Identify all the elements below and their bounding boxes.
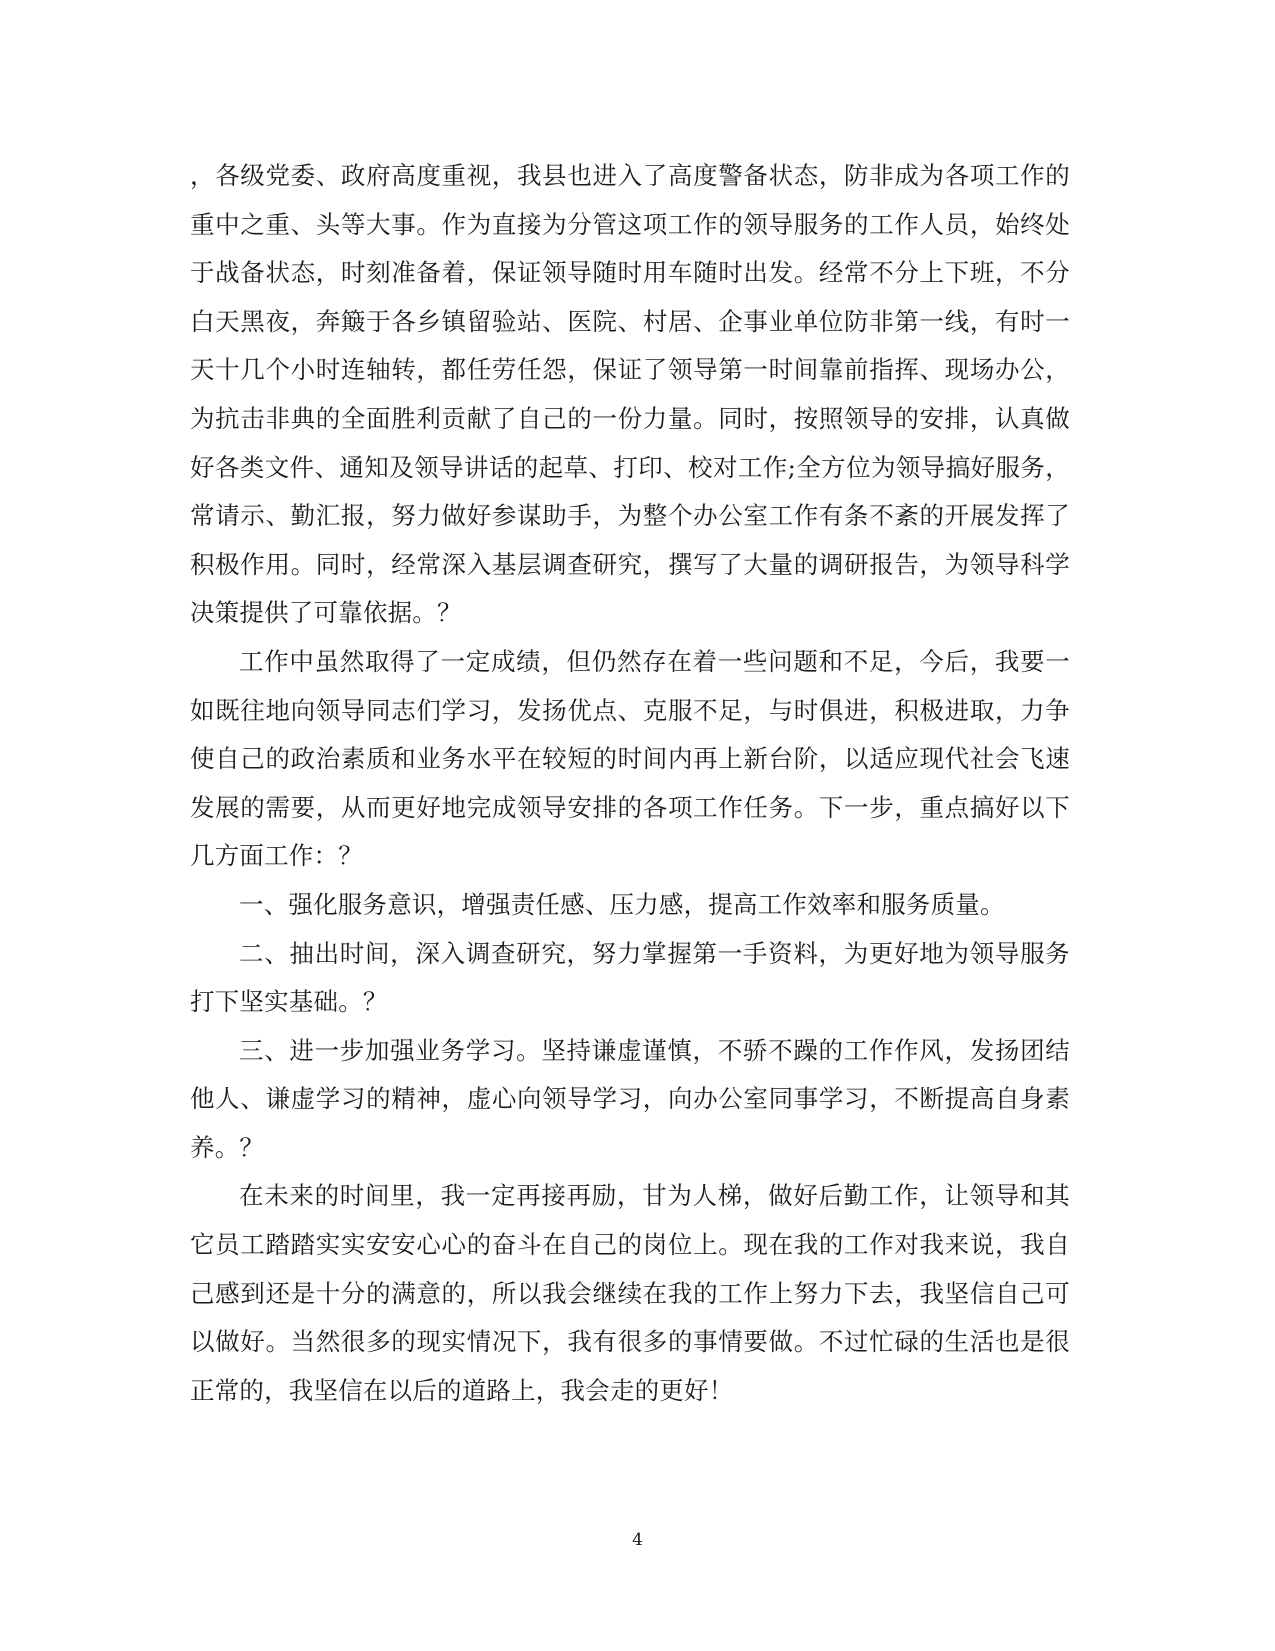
paragraph-2: 工作中虽然取得了一定成绩，但仍然存在着一些问题和不足，今后，我要一如既往地向领导同志们学习，发扬优点、克服不足，与时俱进，积极进取，力争使自己的政治素质和业务水平在较短的时间内再上新台阶，以适应现代社会飞速发展的需要，从而更好地完成领导安排的各项工作任务。下一步，重点搞好以下几方面工作：？	[190, 646, 1070, 871]
paragraph-1: ，各级党委、政府高度重视，我县也进入了高度警备状态，防非成为各项工作的重中之重、头等大事。作为直接为分管这项工作的领导服务的工作人员，始终处于战备状态，时刻准备着，保证领导随时用车随时出发。经常不分上下班，不分白天黑夜，奔簸于各乡镇留验站、医院、村居、企事业单位防非第一线，有时一天十几个小时连轴转，都任劳任怨，保证了领导第一时间靠前指挥、现场办公，为抗击非典的全面胜利贡献了自己的一份力量。同时，按照领导的安排，认真做好各类文件、通知及领导讲话的起草、打印、校对工作;全方位为领导搞好服务，常请示、勤汇报，努力做好参谋助手，为整个办公室工作有条不紊的开展发挥了积极作用。同时，经常深入基层调查研究，撰写了大量的调研报告，为领导科学决策提供了可靠依据。？	[190, 161, 1070, 628]
paragraph-3-item-one: 一、强化服务意识，增强责任感、压力感，提高工作效率和服务质量。	[239, 889, 1005, 919]
paragraph-6: 在未来的时间里，我一定再接再励，甘为人梯，做好后勤工作，让领导和其它员工踏踏实实安安心心的奋斗在自己的岗位上。现在我的工作对我来说，我自己感到还是十分的满意的，所以我会继续在我的工作上努力下去，我坚信自己可以做好。当然很多的现实情况下，我有很多的事情要做。不过忙碌的生活也是很正常的，我坚信在以后的道路上，我会走的更好！	[190, 1181, 1070, 1405]
document-body	[190, 152, 1070, 1415]
paragraph-5-item-three: 三、进一步加强业务学习。坚持谦虚谨慎，不骄不躁的工作作风，发扬团结他人、谦虚学习的精神，虚心向领导学习，向办公室同事学习，不断提高自身素养。？	[190, 1035, 1070, 1162]
paragraph-4-item-two: 二、抽出时间，深入调查研究，努力掌握第一手资料，为更好地为领导服务打下坚实基础。？	[190, 938, 1070, 1017]
page-number: 4	[632, 1530, 643, 1550]
